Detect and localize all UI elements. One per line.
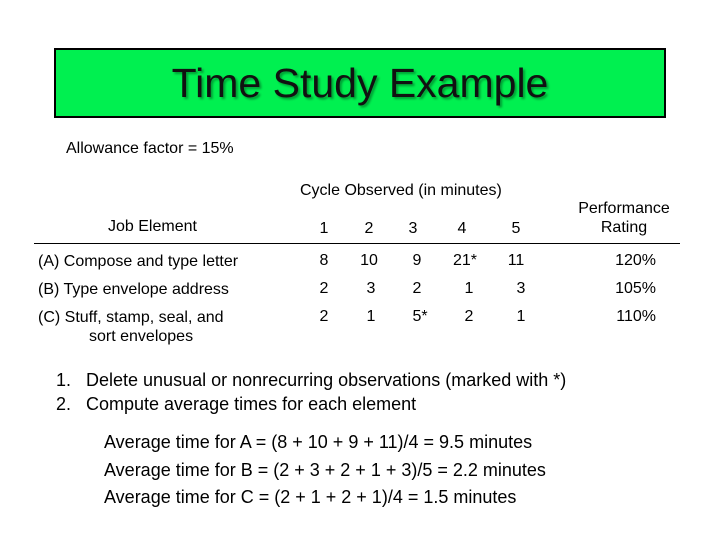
row-label-b: (B) Type envelope address	[38, 281, 229, 298]
step-number: 2.	[56, 394, 72, 414]
cycle-number: 2	[364, 220, 374, 237]
table-cell: 1	[516, 308, 526, 325]
cycle-number: 5	[511, 220, 521, 237]
table-cell: 2	[412, 280, 422, 297]
header-divider	[34, 243, 680, 244]
table-cell: 2	[319, 280, 329, 297]
job-element-header: Job Element	[108, 218, 197, 235]
row-label-c-line1: (C) Stuff, stamp, seal, and	[38, 309, 224, 326]
cycle-header: Cycle Observed (in minutes)	[300, 182, 502, 199]
slide-title: Time Study Example	[171, 59, 549, 106]
row-label-c	[38, 308, 224, 346]
table-cell: 21*	[452, 252, 478, 269]
table-cell: 11	[507, 252, 525, 269]
table-cell: 1	[464, 280, 474, 297]
table-cell: 3	[516, 280, 526, 297]
row-label-c-line2: sort envelopes	[89, 328, 194, 345]
table-cell: 5*	[412, 308, 428, 325]
table-cell: 8	[319, 252, 329, 269]
steps-list	[56, 368, 566, 416]
table-cell: 1	[366, 308, 376, 325]
average-a: Average time for A = (8 + 10 + 9 + 11)/4 = 9.5 minutes	[104, 432, 533, 452]
performance-header: Performance Rating	[578, 200, 670, 236]
average-c: Average time for C = (2 + 1 + 2 + 1)/4 = 1.5 minutes	[104, 487, 517, 507]
row-label-a: (A) Compose and type letter	[38, 253, 239, 270]
cycle-number: 4	[457, 220, 467, 237]
performance-rating: 110%	[616, 308, 656, 325]
step-text: Compute average times for each element	[86, 394, 417, 414]
average-b: Average time for B = (2 + 3 + 2 + 1 + 3)/5 = 2.2 minutes	[104, 459, 546, 480]
step-text: Delete unusual or nonrecurring observations (marked with *)	[86, 370, 567, 390]
allowance-factor: Allowance factor = 15%	[66, 140, 234, 157]
list-item	[56, 392, 566, 416]
table-cell: 3	[366, 280, 376, 297]
performance-rating: 105%	[615, 280, 656, 297]
table-cell: 10	[360, 252, 378, 269]
performance-rating: 120%	[615, 252, 656, 269]
cycle-number: 1	[319, 220, 329, 237]
table-cell: 2	[464, 308, 474, 325]
table-cell: 2	[319, 308, 329, 325]
cycle-number: 3	[408, 220, 418, 237]
step-number: 1.	[56, 370, 72, 390]
list-item	[56, 368, 566, 392]
title-banner	[54, 48, 666, 118]
table-cell: 9	[412, 252, 422, 269]
average-times	[104, 429, 546, 512]
